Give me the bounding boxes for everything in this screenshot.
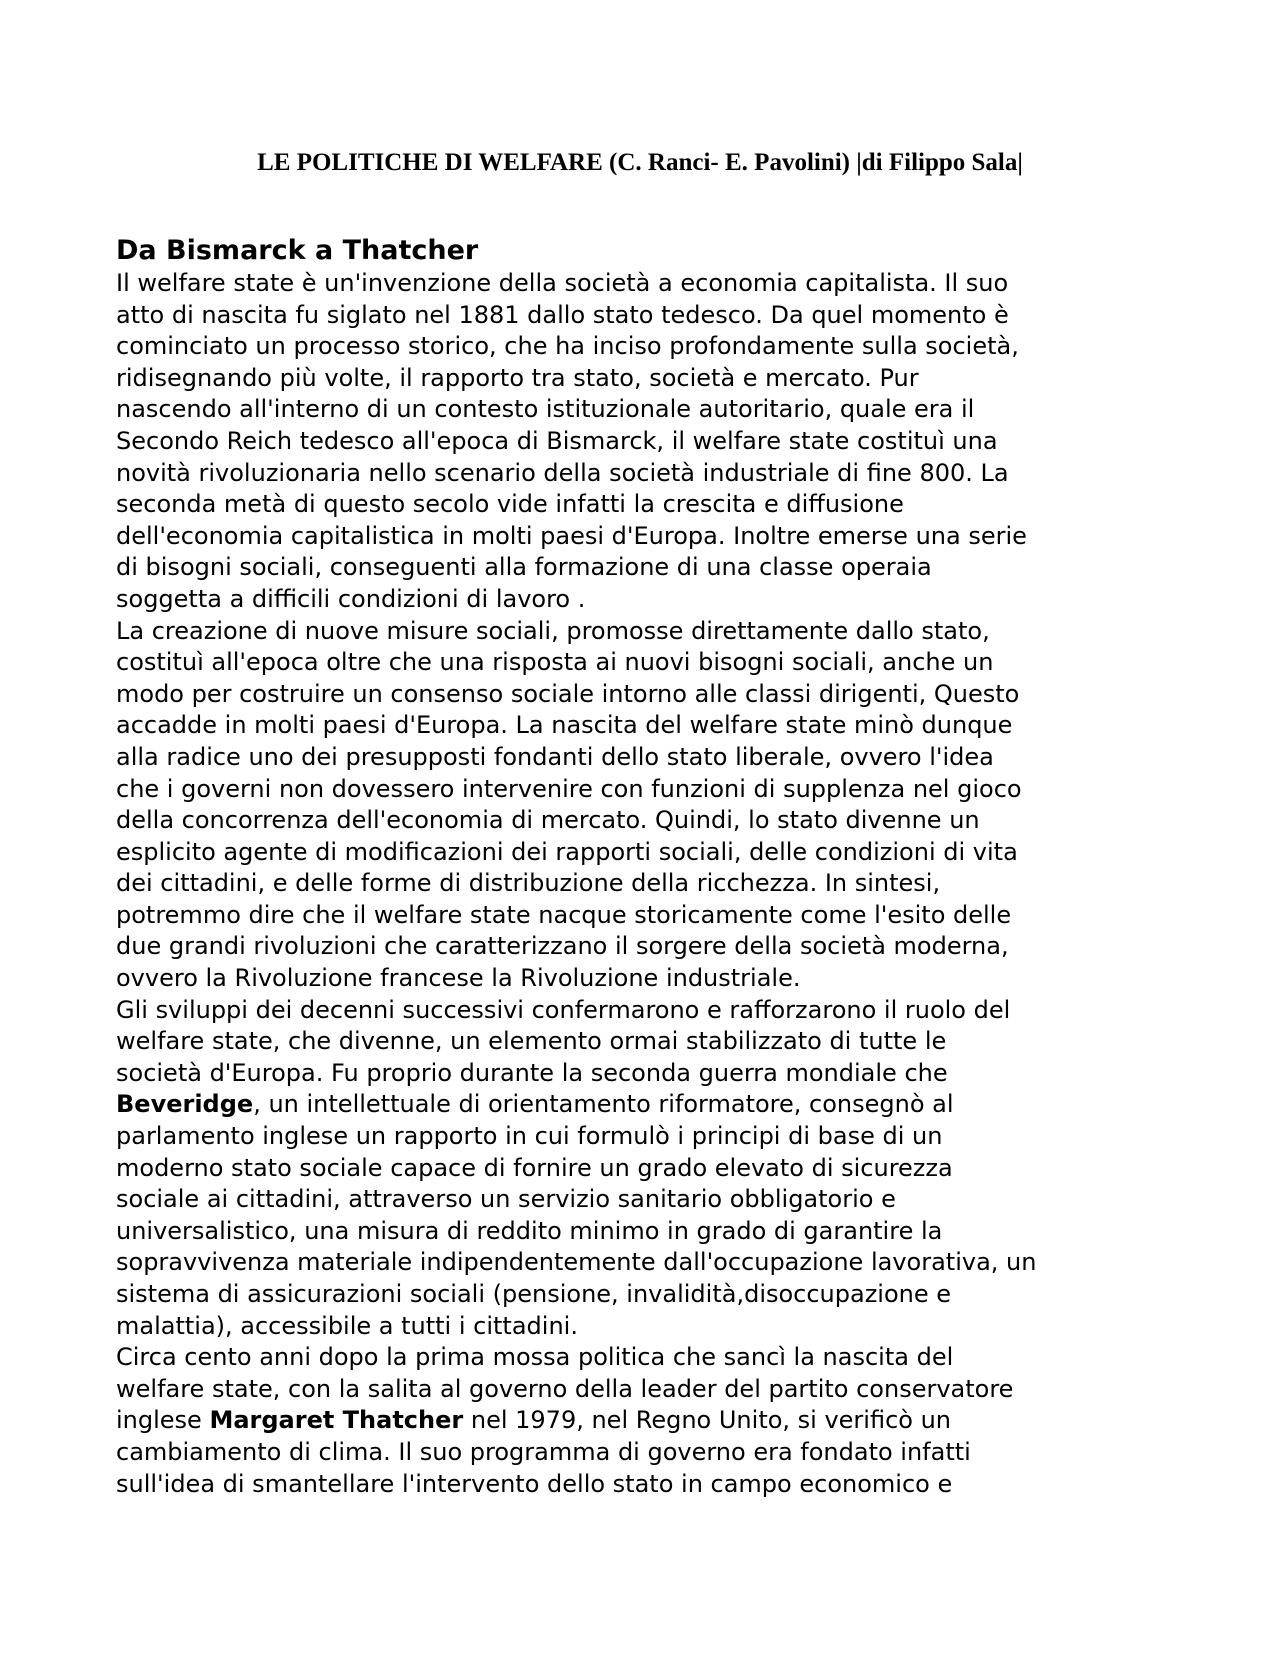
text-line: costituì all'epoca oltre che una risposta ai nuovi bisogni sociali, anche un: [116, 648, 994, 677]
text-line: sistema di assicurazioni sociali (pensione, invalidità,disoccupazione e: [116, 1280, 952, 1308]
text-line: potremmo dire che il welfare state nacque storicamente come l'esito delle: [116, 900, 1012, 929]
thatcher-name: Margaret Thatcher: [209, 1406, 464, 1435]
beveridge-rest: , un intellettuale di orientamento riformatore, consegnò al: [253, 1090, 954, 1119]
text-line: cominciato un processo storico, che ha inciso profondamente sulla società,: [116, 332, 1019, 361]
text-line: atto di nascita fu siglato nel 1881 dallo stato tedesco. Da quel momento è: [116, 300, 1009, 329]
text-line-thatcher: [116, 1405, 1166, 1437]
text-line: seconda metà di questo secolo vide infatti la crescita e diffusione: [116, 490, 904, 519]
text-line: welfare state, con la salita al governo della leader del partito conservatore: [116, 1374, 1014, 1403]
text-line: che i governi non dovessero intervenire con funzioni di supplenza nel gioco: [116, 774, 1022, 803]
text-line: sociale ai cittadini, attraverso un servizio sanitario obbligatorio e: [116, 1185, 896, 1214]
thatcher-pre: inglese: [116, 1406, 210, 1435]
text-line: accadde in molti paesi d'Europa. La nascita del welfare state minò dunque: [116, 711, 1013, 740]
thatcher-post: nel 1979, nel Regno Unito, si verificò un: [463, 1406, 952, 1435]
text-line: Il welfare state è un'invenzione della società a economia capitalista. Il suo: [116, 269, 1009, 297]
text-line: malattia), accessibile a tutti i cittadini.: [116, 1311, 578, 1340]
section-heading: Da Bismarck a Thatcher: [116, 235, 479, 266]
text-line: modo per costruire un consenso sociale intorno alle classi dirigenti, Questo: [116, 679, 1020, 708]
text-line: welfare state, che divenne, un elemento ormai stabilizzato di tutte le: [116, 1027, 947, 1056]
text-line: novità rivoluzionaria nello scenario della società industriale di fine 800. La: [116, 458, 1009, 487]
text-line: nascendo all'interno di un contesto istituzionale autoritario, quale era il: [116, 395, 975, 424]
text-line: ridisegnando più volte, il rapporto tra stato, società e mercato. Pur: [116, 363, 919, 392]
text-line: soggetta a difficili condizioni di lavoro .: [116, 584, 586, 613]
text-line: alla radice uno dei presupposti fondanti dello stato liberale, ovvero l'idea: [116, 742, 994, 771]
text-line: moderno stato sociale capace di fornire un grado elevato di sicurezza: [116, 1153, 953, 1182]
paragraph-lines-b: [116, 1121, 1166, 1405]
text-line: società d'Europa. Fu proprio durante la seconda guerra mondiale che: [116, 1058, 948, 1087]
text-line: sull'idea di smantellare l'intervento dello stato in campo economico e: [116, 1469, 953, 1498]
text-line: parlamento inglese un rapporto in cui formulò i principi di base di un: [116, 1122, 943, 1151]
text-line: Secondo Reich tedesco all'epoca di Bismarck, il welfare state costituì una: [116, 426, 998, 455]
text-line: della concorrenza dell'economia di mercato. Quindi, lo stato divenne un: [116, 806, 980, 835]
document-title: LE POLITICHE DI WELFARE (C. Ranci- E. Pavolini) |di Filippo Sala|: [257, 149, 1023, 176]
text-line: Gli sviluppi dei decenni successivi confermarono e rafforzarono il ruolo del: [116, 995, 1011, 1024]
text-line: dei cittadini, e delle forme di distribuzione della ricchezza. In sintesi,: [116, 869, 941, 898]
text-line: sopravvivenza materiale indipendentemente dall'occupazione lavorativa, un: [116, 1248, 1037, 1277]
text-line: esplicito agente di modificazioni dei rapporti sociali, delle condizioni di vita: [116, 837, 1018, 866]
text-line: La creazione di nuove misure sociali, promosse direttamente dallo stato,: [116, 616, 990, 645]
paragraph-lines-c: [116, 1437, 1166, 1500]
text-line: di bisogni sociali, conseguenti alla formazione di una classe operaia: [116, 553, 932, 582]
text-line: dell'economia capitalistica in molti paesi d'Europa. Inoltre emerse una serie: [116, 521, 1027, 550]
text-line: Circa cento anni dopo la prima mossa politica che sancì la nascita del: [116, 1343, 954, 1372]
text-line: universalistico, una misura di reddito minimo in grado di garantire la: [116, 1216, 943, 1245]
paragraph-lines-a: [116, 268, 1166, 1089]
text-line-beveridge: [116, 1089, 1166, 1121]
beveridge-name: Beveridge: [116, 1090, 254, 1119]
text-line: due grandi rivoluzioni che caratterizzano il sorgere della società moderna,: [116, 932, 1009, 961]
text-line: cambiamento di clima. Il suo programma di governo era fondato infatti: [116, 1437, 971, 1466]
document-body: [116, 234, 1166, 1500]
text-line: ovvero la Rivoluzione francese la Rivoluzione industriale.: [116, 964, 801, 993]
